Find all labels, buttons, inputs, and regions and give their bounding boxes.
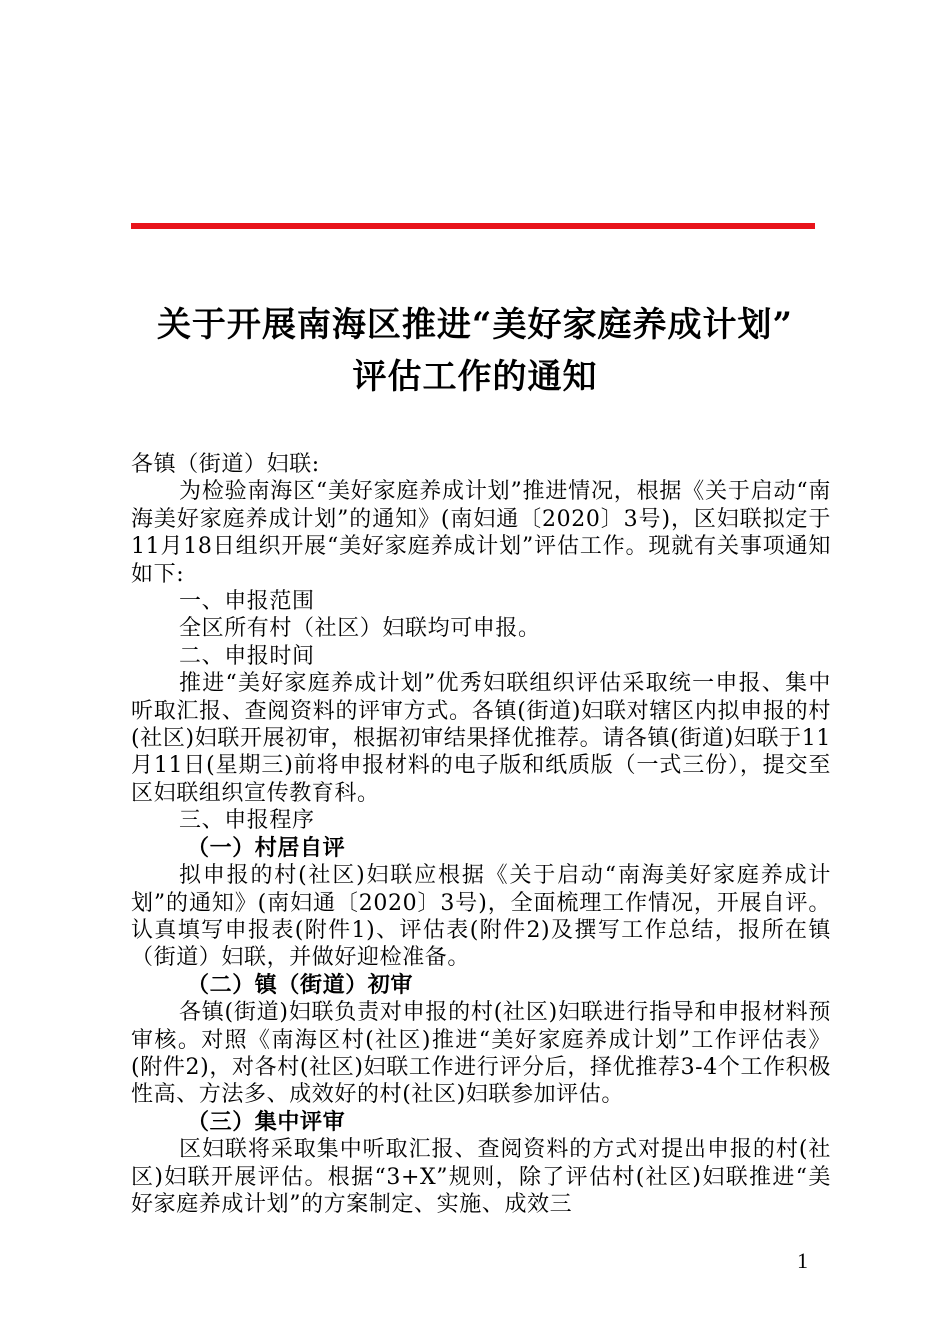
section-2-heading: 二、申报时间 — [179, 643, 315, 669]
document-title-line-1: 关于开展南海区推进“美好家庭养成计划” — [156, 305, 794, 345]
document-title-line-2: 评估工作的通知 — [352, 357, 598, 397]
section-3-heading: 三、申报程序 — [179, 808, 315, 834]
header-red-rule — [131, 223, 815, 229]
section-2-text: 推进“美好家庭养成计划”优秀妇联组织评估采取统一申报、集中听取汇报、查阅资料的评审方式。各镇(街道)妇联对辖区内拟申报的村(社区)妇联开展初审，根据初审结果择优推荐。请各镇(街道)妇联于11月11日(星期三)前将申报材料的电子版和纸质版（一式三份），提交至区妇联组织宣传教育科。 — [131, 671, 831, 806]
section-1-heading: 一、申报范围 — [179, 589, 315, 615]
subsection-1-text: 拟申报的村(社区)妇联应根据《关于启动“南海美好家庭养成计划”的通知》(南妇通〔2020〕3号)，全面梳理工作情况，开展自评。认真填写申报表(附件1)、评估表(附件2)及撰写工作总结，报所在镇（街道）妇联，并做好迎检准备。 — [131, 863, 831, 971]
document-body — [131, 451, 831, 1218]
subsection-2-heading: （二）镇（街道）初审 — [187, 971, 414, 998]
subsection-3-heading: （三）集中评审 — [187, 1108, 346, 1135]
page-number: 1 — [797, 1248, 808, 1273]
section-1-text: 全区所有村（社区）妇联均可申报。 — [179, 616, 541, 642]
subsection-1-heading: （一）村居自评 — [187, 834, 346, 861]
subsection-2-text: 各镇(街道)妇联负责对申报的村(社区)妇联进行指导和申报材料预审核。对照《南海区村(社区)推进“美好家庭养成计划”工作评估表》(附件2)，对各村(社区)妇联工作进行评分后，择优推荐3-4个工作积极性高、方法多、成效好的村(社区)妇联参加评估。 — [131, 1000, 831, 1108]
salutation: 各镇（街道）妇联: — [131, 452, 320, 477]
intro-paragraph: 为检验南海区“美好家庭养成计划”推进情况，根据《关于启动“南海美好家庭养成计划”的通知》(南妇通〔2020〕3号)，区妇联拟定于11月18日组织开展“美好家庭养成计划”评估工作。现就有关事项通知如下: — [131, 479, 831, 587]
subsection-3-text: 区妇联将采取集中听取汇报、查阅资料的方式对提出申报的村(社区)妇联开展评估。根据“3+X”规则，除了评估村(社区)妇联推进“美好家庭养成计划”的方案制定、实施、成效三 — [131, 1137, 831, 1217]
